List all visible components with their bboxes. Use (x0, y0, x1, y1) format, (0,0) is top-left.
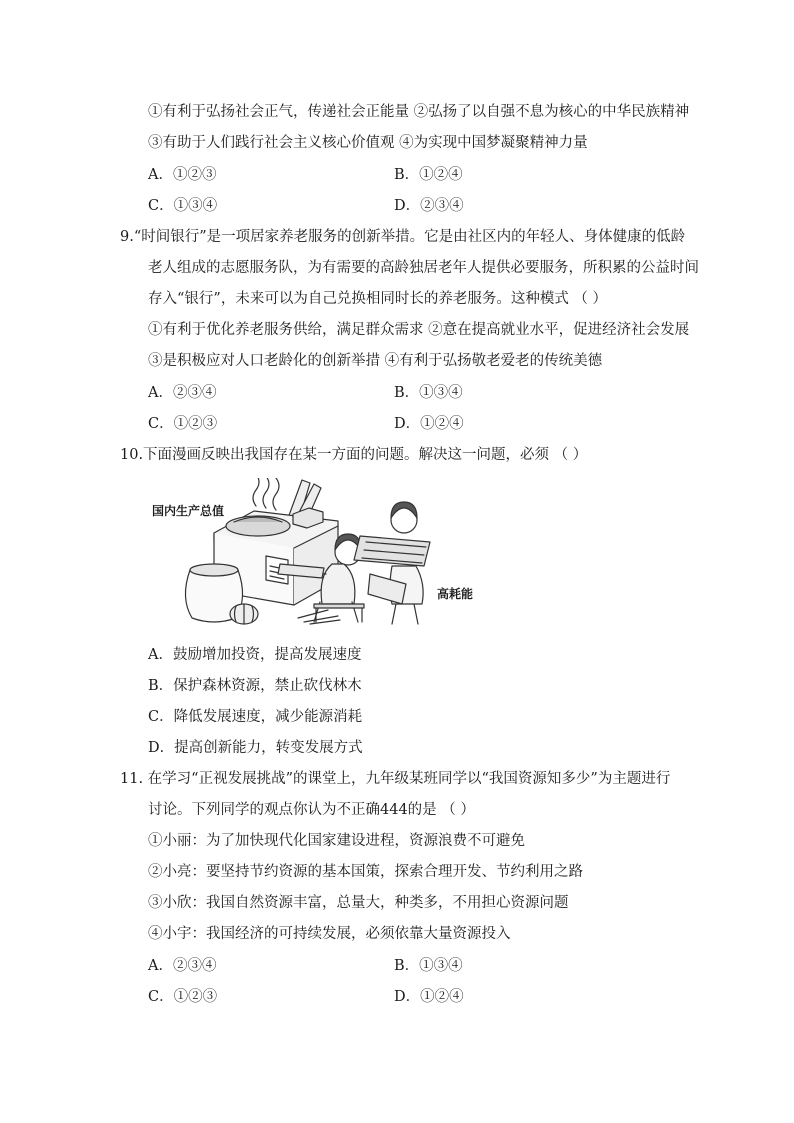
q11-statement-2: ②小亮：要坚持节约资源的基本国策，探索合理开发、节约利用之路 (148, 864, 583, 880)
q8-statement-line-2: ③有助于人们践行社会主义核心价值观 ④为实现中国梦凝聚精神力量 (148, 135, 588, 151)
comic-illustration (148, 478, 488, 628)
q11-option-a: A．②③④ (148, 958, 217, 974)
q10-option-c: C．降低发展速度，减少能源消耗 (148, 709, 363, 725)
q8-statement-line-1: ①有利于弘扬社会正气，传递社会正能量 ②弘扬了以自强不息为核心的中华民族精神 (148, 104, 690, 120)
stool (314, 604, 364, 608)
q9-option-a: A．②③④ (148, 385, 217, 401)
q11-statement-3: ③小欣：我国自然资源丰富，总量大，种类多，不用担心资源问题 (148, 895, 569, 911)
q9-stem-line-3: 存入“银行”，未来可以为自己兑换相同时长的养老服务。这种模式 （ ） (148, 291, 608, 307)
q10-option-a: A．鼓励增加投资，提高发展速度 (148, 647, 362, 663)
steam-line (273, 478, 279, 510)
q10-stem-line-1: 10.下面漫画反映出我国存在某一方面的问题。解决这一问题，必须 （ ） (120, 447, 588, 463)
comic-drawing (148, 478, 488, 628)
q10-option-b: B．保护森林资源，禁止砍伐林木 (148, 678, 362, 694)
q11-statement-4: ④小宇：我国经济的可持续发展，必须依靠大量资源投入 (148, 926, 511, 942)
comic-label-high-energy: 高耗能 (437, 587, 474, 601)
q9-stem-line-2: 老人组成的志愿服务队，为有需要的高龄独居老年人提供必要服务，所积累的公益时间 (148, 260, 699, 276)
comic-label-gdp: 国内生产总值 (152, 504, 225, 518)
q11-stem-line-2: 讨论。下列同学的观点你认为不正确444的是 （ ） (148, 802, 475, 818)
q8-option-c: C．①③④ (148, 198, 218, 214)
q9-statement-line-1: ①有利于优化养老服务供给，满足群众需求 ②意在提高就业水平，促进经济社会发展 (148, 322, 690, 338)
q9-option-d: D．①②④ (394, 416, 464, 432)
q11-option-c: C．①②③ (148, 989, 218, 1005)
q9-statement-line-2: ③是积极应对人口老龄化的创新举措 ④有利于弘扬敬老爱老的传统美德 (148, 353, 603, 369)
steam-line (263, 478, 269, 508)
q8-option-b: B．①②④ (394, 167, 463, 183)
q11-stem-line-1: 11. 在学习“正视发展挑战”的课堂上，九年级某班同学以“我国资源知多少”为主题进行 (120, 771, 671, 787)
firewood-bundle-carried (354, 536, 430, 566)
q9-stem-line-1: 9.“时间银行”是一项居家养老服务的创新举措。它是由社区内的年轻人、身体健康的低龄 (120, 229, 686, 245)
q8-option-d: D．②③④ (394, 198, 464, 214)
q8-option-a: A．①②③ (148, 167, 217, 183)
q9-option-c: C．①②③ (148, 416, 218, 432)
q11-option-d: D．①②④ (394, 989, 464, 1005)
girl-body (321, 564, 355, 604)
steam-line (253, 478, 259, 506)
q9-option-b: B．①③④ (394, 385, 463, 401)
q11-statement-1: ①小丽：为了加快现代化国家建设进程，资源浪费不可避免 (148, 833, 525, 849)
q10-option-d: D．提高创新能力，转变发展方式 (148, 740, 363, 756)
q11-option-b: B．①③④ (394, 958, 463, 974)
